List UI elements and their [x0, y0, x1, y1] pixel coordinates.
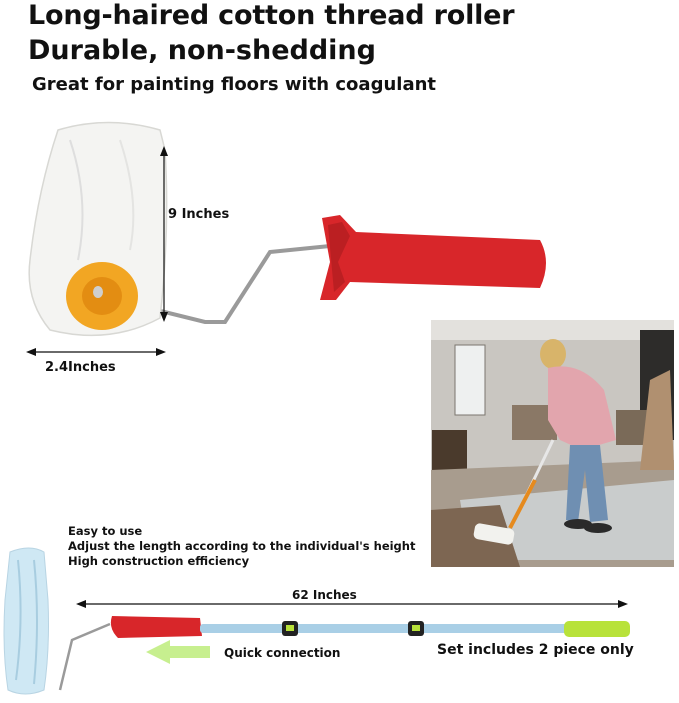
- telescopic-pole: [200, 624, 568, 633]
- width-label: 2.4Inches: [45, 360, 116, 375]
- subtitle: Great for painting floors with coagulant: [32, 74, 437, 95]
- feature-item: High construction efficiency: [68, 554, 250, 568]
- title-line-1: Long-haired cotton thread roller: [28, 0, 515, 31]
- green-grip: [564, 621, 630, 637]
- feature-item: Easy to use: [68, 524, 143, 538]
- height-label: 9 Inches: [168, 207, 230, 222]
- quick-connection-label: Quick connection: [224, 646, 341, 660]
- extension-roller-illustration: [4, 548, 630, 694]
- roller-cover: [29, 123, 167, 336]
- width-dimension-arrow: [26, 348, 166, 356]
- extension-red-handle: [111, 616, 202, 638]
- red-handle: [320, 215, 546, 300]
- set-note: Set includes 2 piece only: [437, 642, 634, 658]
- usage-photo: [431, 320, 674, 567]
- quick-connection-arrow-icon: [146, 640, 210, 664]
- length-label: 62 Inches: [292, 588, 357, 602]
- title-line-2: Durable, non-shedding: [28, 35, 376, 66]
- feature-item: Adjust the length according to the individual's height: [68, 539, 416, 553]
